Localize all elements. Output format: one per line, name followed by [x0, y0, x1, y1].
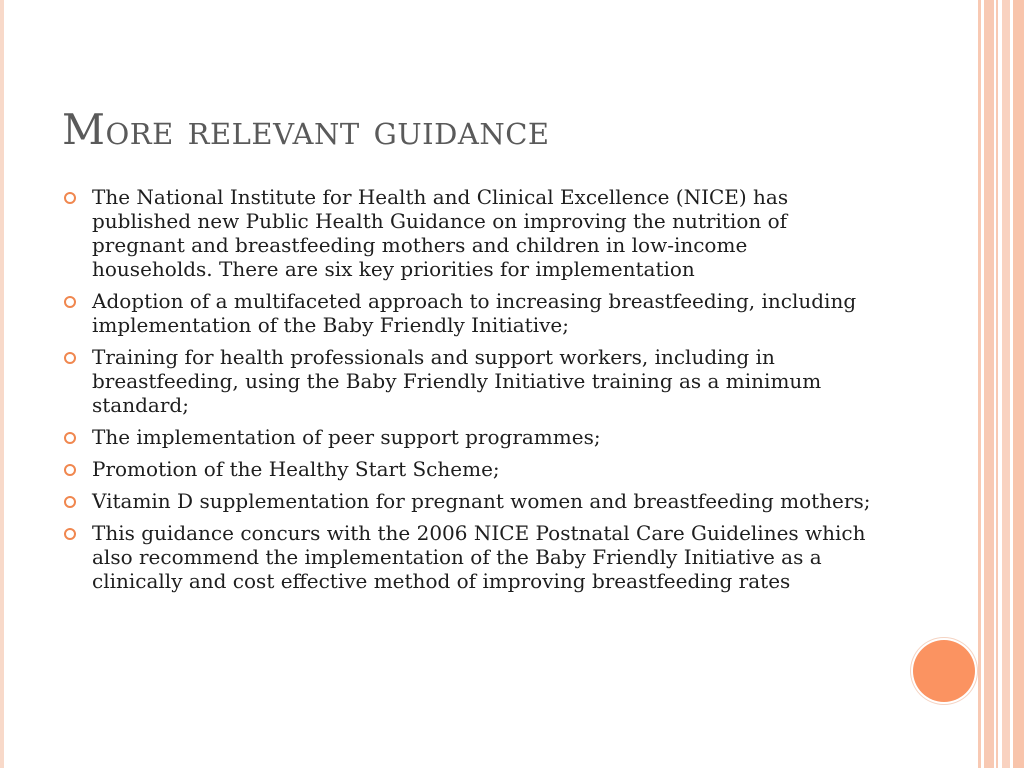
bullet-text: Promotion of the Healthy Start Scheme;: [92, 457, 500, 481]
decorative-stripe: [1002, 0, 1010, 768]
bullet-item: [62, 185, 872, 281]
bullet-item: [62, 521, 872, 593]
slide-title: More relevant guidance: [62, 105, 550, 154]
bullet-text: Vitamin D supplementation for pregnant women and breastfeeding mothers;: [92, 489, 871, 513]
bullet-item: [62, 489, 872, 513]
ring-bullet-icon: [64, 496, 76, 508]
ring-bullet-icon: [64, 296, 76, 308]
bullet-text: This guidance concurs with the 2006 NICE Postnatal Care Guidelines which also recommend the implementation of the Baby Friendly Initiative as a clinically and cost effective method of improving breastfeeding rates: [92, 521, 866, 593]
decorative-stripe: [978, 0, 981, 768]
bullet-item: [62, 289, 872, 337]
bullet-text: The National Institute for Health and Clinical Excellence (NICE) has published new Public Health Guidance on improving the nutrition of pregnant and breastfeeding mothers and children in low-income households. There are six key priorities for implementation: [92, 185, 789, 281]
ring-bullet-icon: [64, 528, 76, 540]
bullet-item: [62, 425, 872, 449]
bullet-list: [62, 185, 872, 601]
orange-circle-decoration-icon: [913, 640, 975, 702]
ring-bullet-icon: [64, 192, 76, 204]
left-frame-border: [0, 0, 4, 768]
ring-bullet-icon: [64, 464, 76, 476]
decorative-stripe: [1013, 0, 1024, 768]
bullet-item: [62, 345, 872, 417]
bullet-item: [62, 457, 872, 481]
decorative-stripe: [984, 0, 994, 768]
ring-bullet-icon: [64, 352, 76, 364]
decorative-stripe: [996, 0, 998, 768]
bullet-text: Training for health professionals and support workers, including in breastfeeding, using the Baby Friendly Initiative training as a minimum standard;: [92, 345, 822, 417]
bullet-text: The implementation of peer support programmes;: [92, 425, 601, 449]
ring-bullet-icon: [64, 432, 76, 444]
bullet-text: Adoption of a multifaceted approach to increasing breastfeeding, including implementation of the Baby Friendly Initiative;: [92, 289, 857, 337]
